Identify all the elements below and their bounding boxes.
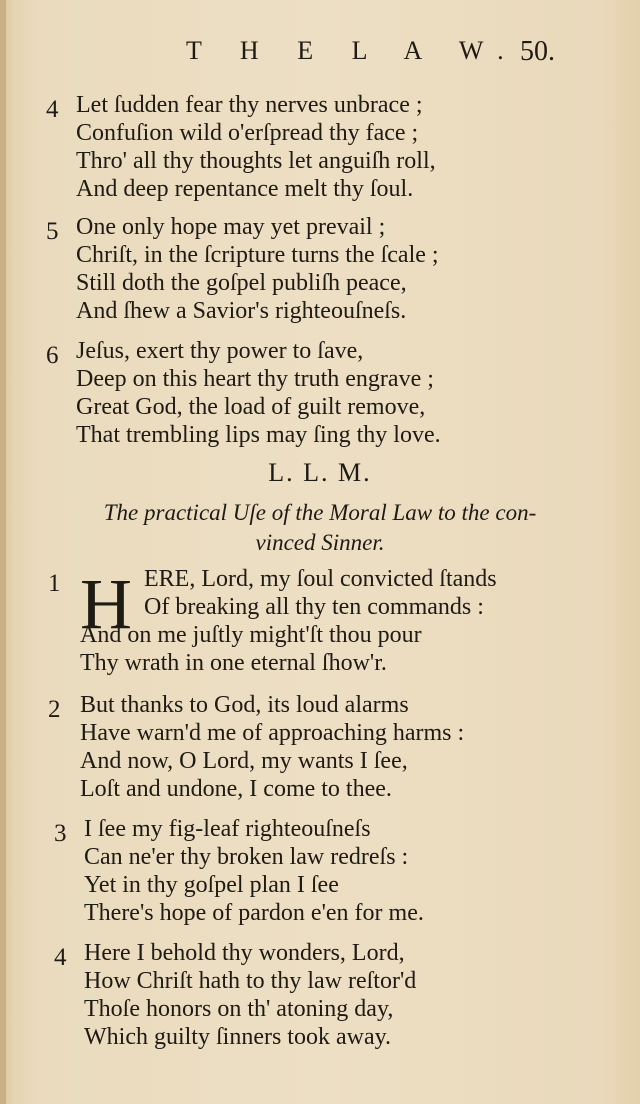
hymn-title-line-2: vinced Sinner. (255, 530, 385, 555)
verse-line: Chriſt, in the ſcripture turns the ſcale ; (76, 242, 439, 268)
verse-line: And deep repentance melt thy ſoul. (76, 176, 414, 202)
running-head-title: T H E L A W. (186, 36, 520, 65)
stanza-number: 3 (54, 820, 67, 847)
stanza-number: 4 (46, 96, 59, 123)
verse-line: Which guilty ſinners took away. (84, 1024, 392, 1050)
verse-line: I ſee my fig-leaf righteouſneſs (84, 816, 371, 842)
verse-line: One only hope may yet prevail ; (76, 214, 386, 240)
meter-heading: L. L. M. (268, 458, 372, 487)
verse-line: Confuſion wild o'erſpread thy face ; (76, 120, 419, 146)
stanza-number: 4 (54, 944, 67, 971)
verse-line: Loſt and undone, I come to thee. (80, 776, 392, 802)
verse-line: ERE, Lord, my ſoul convicted ſtands (144, 566, 497, 592)
stanza-number: 6 (46, 342, 59, 369)
verse-line: There's hope of pardon e'en for me. (84, 900, 424, 926)
verse-line: Yet in thy goſpel plan I ſee (84, 872, 339, 898)
stanza-number: 1 (48, 570, 61, 597)
verse-line: How Chriſt hath to thy law reſtor'd (84, 968, 417, 994)
verse-line: Thro' all thy thoughts let anguiſh roll, (76, 148, 436, 174)
verse-line: Here I behold thy wonders, Lord, (84, 940, 405, 966)
stanza-number: 5 (46, 218, 59, 245)
verse-line: Still doth the goſpel publiſh peace, (76, 270, 407, 296)
verse-line: Can ne'er thy broken law redreſs : (84, 844, 409, 870)
stanza-number: 2 (48, 696, 61, 723)
page-number: 50. (520, 36, 555, 67)
verse-line: Thoſe honors on th' atoning day, (84, 996, 394, 1022)
running-head (0, 36, 640, 76)
verse-line: Have warn'd me of approaching harms : (80, 720, 465, 746)
verse-line: That trembling lips may ſing thy love. (76, 422, 441, 448)
verse-line: And on me juſtly might'ſt thou pour (80, 622, 422, 648)
verse-line: Deep on this heart thy truth engrave ; (76, 366, 434, 392)
verse-line: Jeſus, exert thy power to ſave, (76, 338, 364, 364)
drop-cap: H (80, 564, 132, 644)
verse-line: Great God, the load of guilt remove, (76, 394, 426, 420)
verse-line: Of breaking all thy ten commands : (144, 594, 484, 620)
verse-line: Thy wrath in one eternal ſhow'r. (80, 650, 387, 676)
verse-line: But thanks to God, its loud alarms (80, 692, 409, 718)
verse-line: And ſhew a Savior's righteouſneſs. (76, 298, 407, 324)
hymn-title-line-1: The practical Uſe of the Moral Law to the con- (103, 500, 537, 525)
verse-line: And now, O Lord, my wants I ſee, (80, 748, 408, 774)
verse-line: Let ſudden fear thy nerves unbrace ; (76, 92, 423, 118)
